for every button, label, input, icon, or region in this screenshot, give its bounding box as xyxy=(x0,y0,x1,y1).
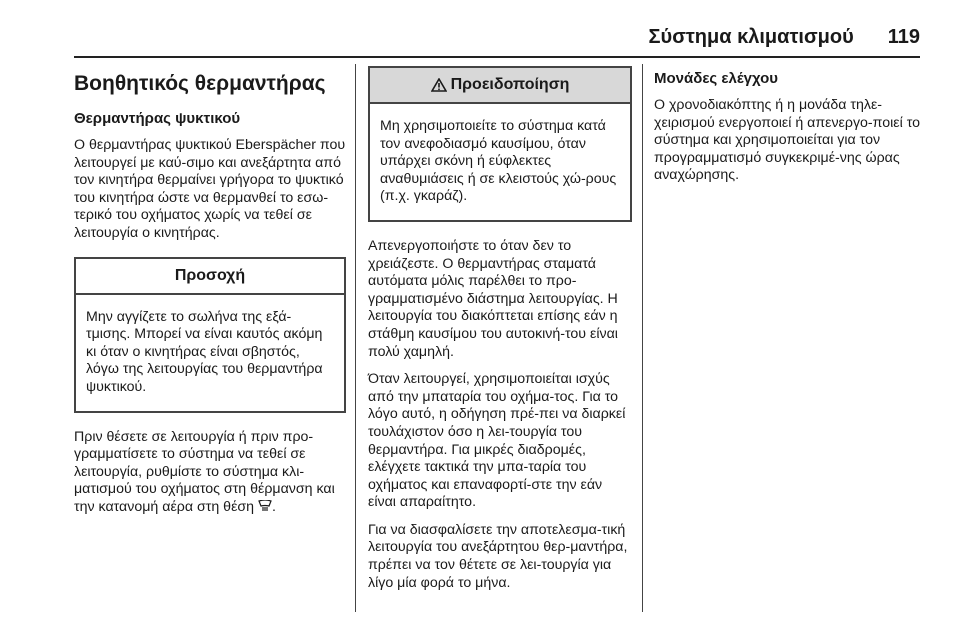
intro-paragraph: Ο θερμαντήρας ψυκτικού Eberspächer που λειτουργεί με καύ-σιμο και ανεξάρτητα από τον κινητήρα θερμαίνει γρήγορα το ψυκτικό του κινητήρα ώστε να θερμανθεί το εσω-τερικό του οχήματος χωρίς να τεθεί σε λειτουργία ο κινητήρας. xyxy=(74,137,346,241)
section-title: Σύστημα κλιματισμού xyxy=(648,26,854,48)
setup-paragraph: Πριν θέσετε σε λειτουργία ή πριν προ-γραμματίσετε το σύστημα να τεθεί σε λειτουργία, ρυθμίστε το σύστημα κλι-ματισμού του οχήματος στη θέρμανση και την κατανομή αέρα στη θέση . xyxy=(74,428,335,515)
header-rule xyxy=(74,56,920,58)
section-heading: Θερμαντήρας ψυκτικού xyxy=(74,110,241,127)
warning-header xyxy=(370,68,630,104)
column-left xyxy=(74,64,346,517)
control-units-paragraph: Ο χρονοδιακόπτης ή η μονάδα τηλε-χειρισμού ενεργοποιεί ή απενεργο-ποιεί το σύστημα και χρησιμοποιείται για τον προγραμματισμό συγκεκριμέ-νης ώρας αναχώρησης. xyxy=(654,97,921,184)
column-middle xyxy=(368,64,632,592)
monthly-paragraph: Για να διασφαλίσετε την αποτελεσμα-τική λειτουργία του ανεξάρτητου θερ-μαντήρα, πρέπει να τον θέτετε σε λει-τουργία για λίγο μία φορά το μήνα. xyxy=(368,521,628,591)
column-divider xyxy=(355,64,356,612)
shutdown-paragraph: Απενεργοποιήστε το όταν δεν το χρειάζεστε. Ο θερμαντήρας σταματά αυτόματα μόλις παρέλθει το προ-γραμματισμένο διάστημα λειτουργίας. Η λειτουργία του διακόπτεται επίσης εάν η στάθμη καυσίμου του αυτοκινή-του είναι πολύ χαμηλή. xyxy=(368,237,618,360)
running-header xyxy=(0,26,920,56)
warning-title: Προειδοποίηση xyxy=(450,76,570,93)
warning-triangle-icon xyxy=(431,78,447,92)
caution-box xyxy=(74,257,346,413)
warning-text: Μη χρησιμοποιείτε το σύστημα κατά τον ανεφοδιασμό καυσίμου, όταν υπάρχει σκόνη ή εύφλεκτες αναθυμιάσεις ή σε κλειστούς χώ-ρους (π.χ. γκαράζ). xyxy=(380,118,617,205)
page-title: Βοηθητικός θερμαντήρας xyxy=(74,72,326,95)
caution-text: Μην αγγίζετε το σωλήνα της εξά-τμισης. Μπορεί να είναι καυτός ακόμη κι όταν ο κινητήρας είναι σβηστός, λόγω της λειτουργίας του θερμαντήρα ψυκτικού. xyxy=(86,308,323,395)
warning-box xyxy=(368,66,632,222)
battery-paragraph: Όταν λειτουργεί, χρησιμοποιείται ισχύς από την μπαταρία του οχήμα-τος. Για το λόγο αυτό, η οδήγηση πρέ-πει να διαρκεί τουλάχιστον όσο η λει-τουργία του θερμαντήρα. Για μικρές διαδρομές, ελέγχετε τακτικά την μπα-ταρία του οχήματος και επαναφορτί-στε την εάν είναι απαραίτητο. xyxy=(368,371,626,511)
column-divider xyxy=(642,64,643,612)
control-units-heading: Μονάδες ελέγχου xyxy=(654,70,778,87)
column-right xyxy=(654,64,926,185)
page-number: 119 xyxy=(887,26,920,48)
caution-title: Προσοχή xyxy=(76,259,344,295)
windscreen-airflow-icon xyxy=(258,500,272,512)
